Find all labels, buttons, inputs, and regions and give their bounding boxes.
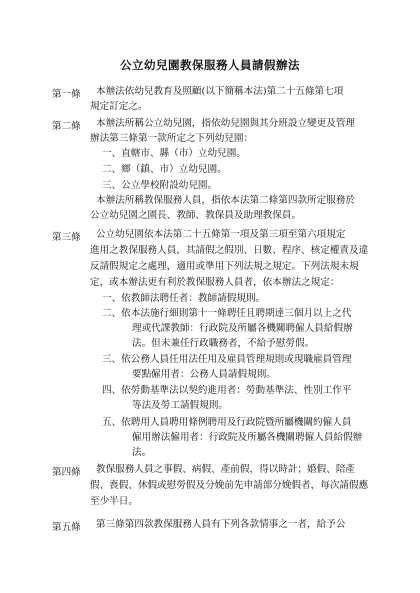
article-label: 第三條: [52, 232, 81, 243]
article-line: 假、喪假、休假或慰勞假及分娩前先申請部分娩假者，每次請假應: [90, 480, 369, 491]
article-line: 定，或本辦法更有利於教保服務人員者，依本辦法之規定：: [90, 277, 340, 288]
list-item: 三、公立學校附設幼兒園。: [102, 180, 218, 191]
list-item-continuation: 理或代課教師：行政院及所屬各機關聘僱人員給假辦: [132, 323, 353, 334]
article-line: 公立幼兒園依本法第二十五條第一項及第三項至第六項規定: [96, 229, 346, 240]
article-label: 第二條: [52, 121, 81, 132]
list-item: 五、依聘用人員聘用條例聘用及行政院暨所屬機關約僱人員: [102, 417, 352, 428]
article-line: 本辦法所稱教保服務人員，指依本法第二條第四款所定服務於: [96, 195, 356, 206]
article-line: 反請假規定之處理，適用或準用下列法規之規定。下列法規未規: [90, 261, 359, 272]
article-line: 辦法第三條第一款所定之下列幼兒園：: [90, 133, 254, 144]
article-label: 第五條: [52, 522, 81, 533]
article-label: 第一條: [52, 89, 81, 100]
article-line: 本辦法所稱公立幼兒園，指依幼兒園與其分班設立變更及管理: [96, 118, 356, 129]
list-item-continuation: 要點僱用者：公務人員請假規則。: [132, 369, 276, 380]
list-item: 二、依本法施行細則第十一條聘任且聘期達三個月以上之代: [102, 308, 352, 319]
article-line: 進用之教保服務人員，其請假之假別、日數、程序、核定權責及違: [90, 245, 369, 256]
article-line: 規定訂定之。: [90, 101, 148, 112]
list-item: 二、鄉（鎮、市）立幼兒園。: [102, 164, 227, 175]
list-item-continuation: 法。: [132, 447, 152, 458]
article-line: 本辦法依幼兒教育及照顧(以下簡稱本法)第二十五條第七項: [96, 86, 344, 97]
list-item: 一、依教師法聘任者：教師請假規則。: [102, 293, 266, 304]
article-line: 第三條第四款教保服務人員有下列各款情事之一者，給予公: [96, 519, 346, 530]
article-line: 公立幼兒園之園長、教師、教保員及助理教保員。: [90, 210, 302, 221]
list-item: 四、依勞動基準法以契約進用者：勞動基準法、性別工作平: [102, 385, 352, 396]
article-line: 至少半日。: [90, 496, 138, 507]
article-line: 教保服務人員之事假、病假、產前假，得以時計；婚假、陪產: [96, 464, 356, 475]
list-item: 三、依公務人員任用法任用及雇員管理規則或現職雇員管理: [102, 354, 352, 365]
article-label: 第四條: [52, 467, 81, 478]
list-item-continuation: 法。但未兼任行政職務者，不給予慰勞假。: [132, 338, 315, 349]
list-item-continuation: 等法及勞工請假規則。: [132, 400, 228, 411]
document-title: 公立幼兒園教保服務人員請假辦法: [120, 58, 300, 72]
list-item-continuation: 僱用辦法僱用者：行政院及所屬各機關聘僱人員給假辦: [132, 432, 363, 443]
list-item: 一、直轄市、縣（市）立幼兒園。: [102, 148, 246, 159]
